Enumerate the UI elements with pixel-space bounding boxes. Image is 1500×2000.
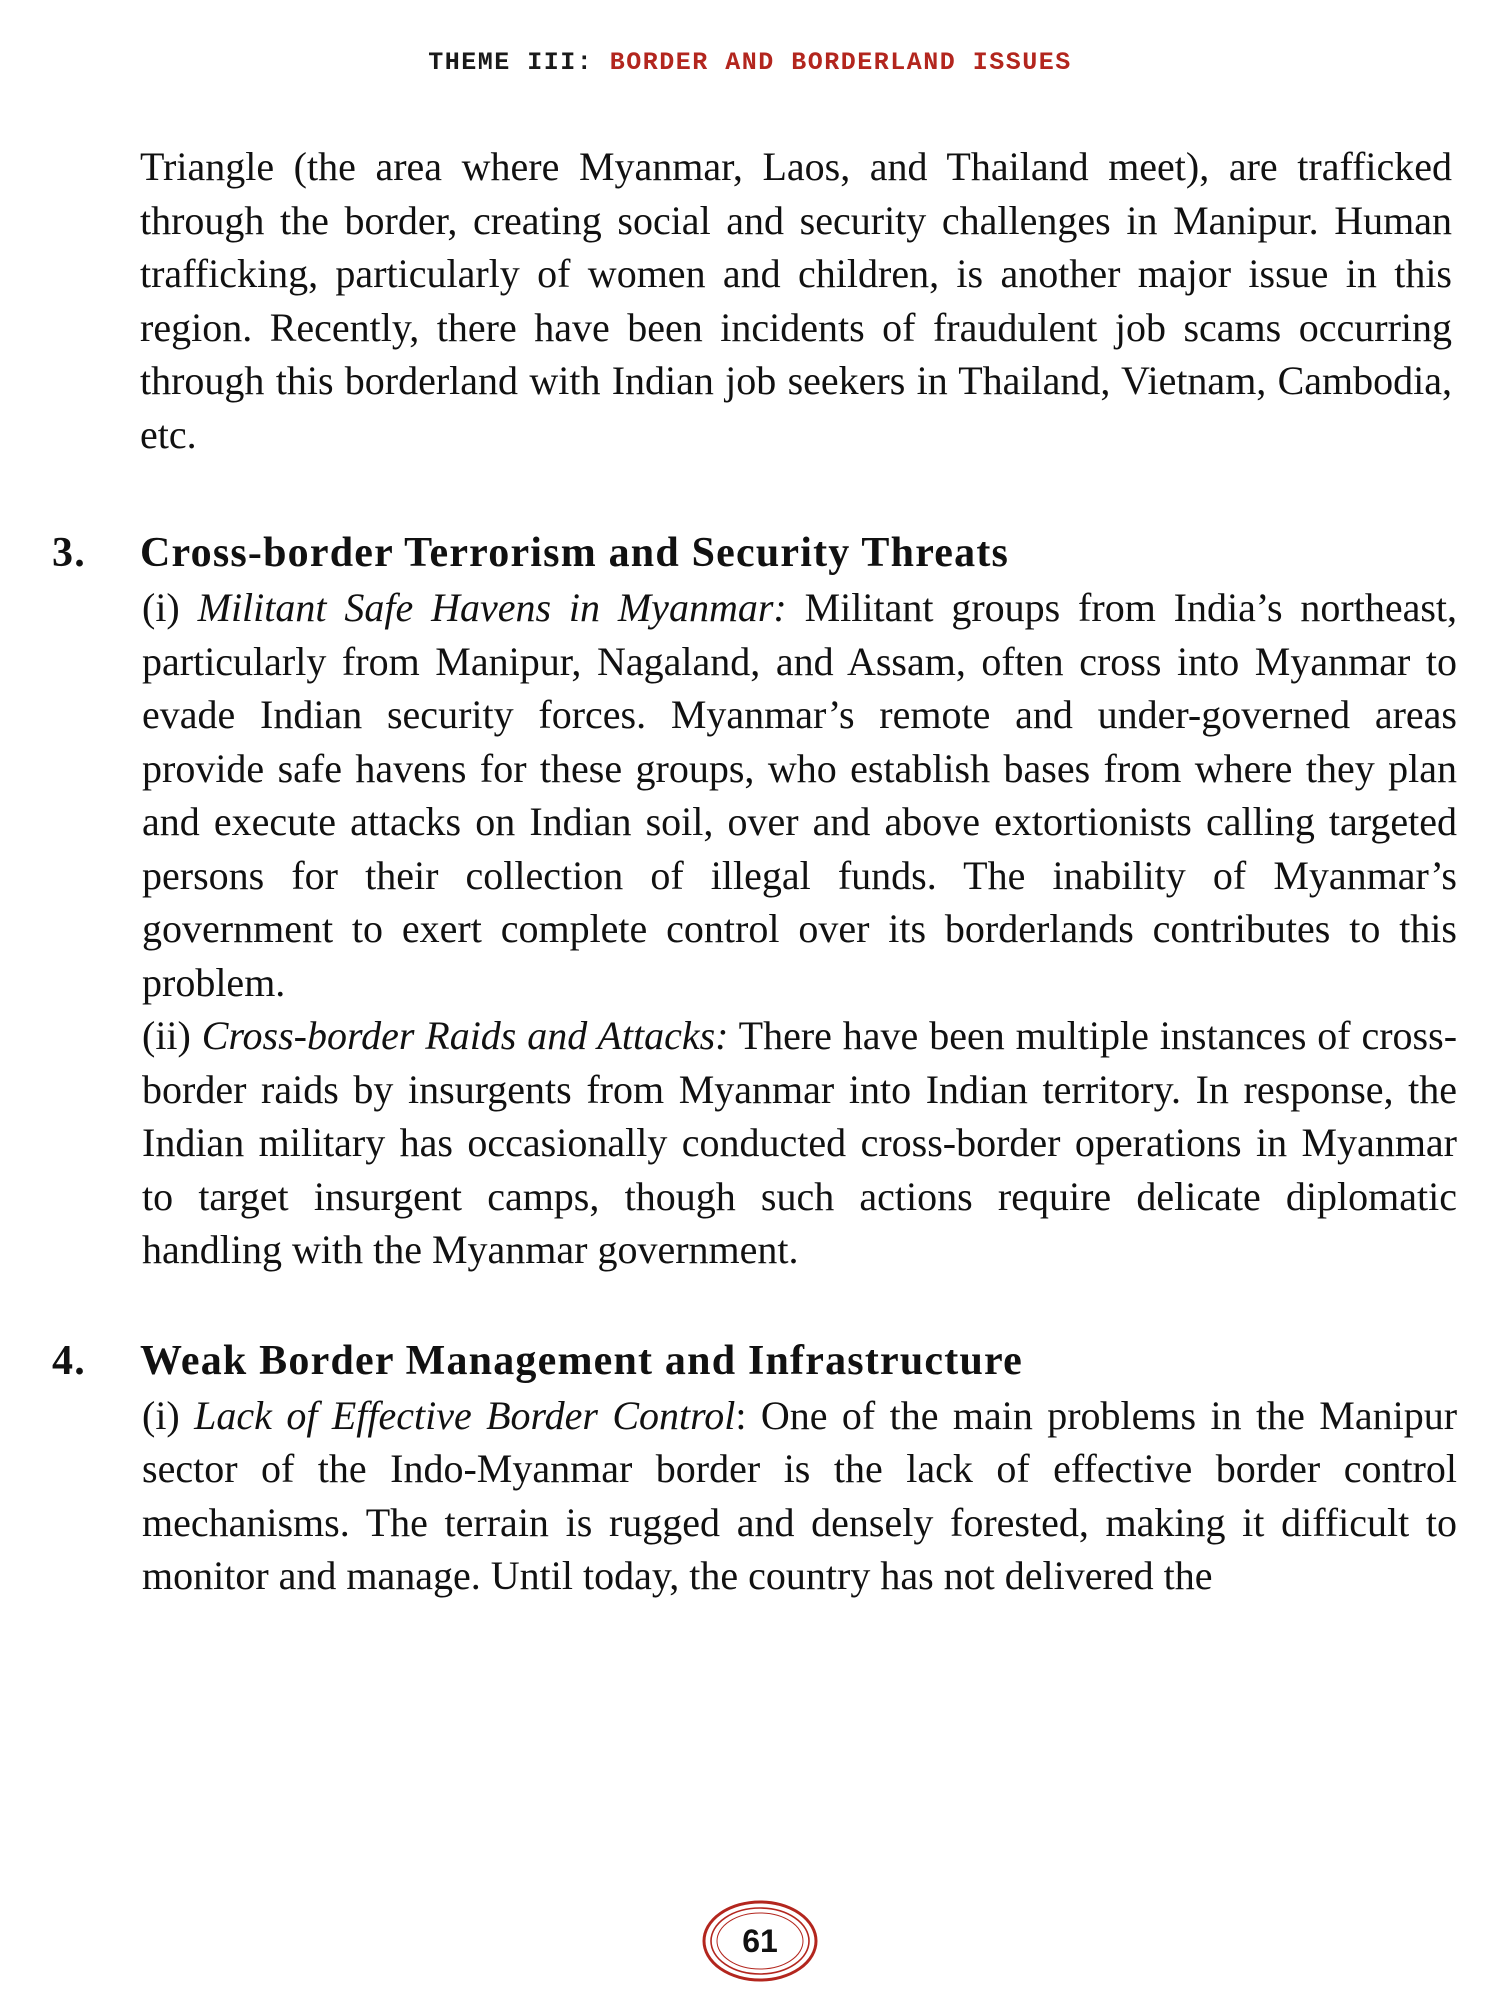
- list-item: [142, 1389, 1457, 1603]
- page-number: 61: [742, 1922, 778, 1959]
- intro-paragraph: Triangle (the area where Myanmar, Laos, and Thailand meet), are trafficked through the border, creating social and security challenges in Manipur. Human trafficking, particularly of women and children, is another major issue in this region. Recently, there have been incidents of fraudulent job scams occurring through this borderland with Indian job seekers in Thailand, Vietnam, Cambodia, etc.: [140, 144, 1452, 457]
- header-title: BORDER AND BORDERLAND ISSUES: [609, 48, 1072, 77]
- page-content: [0, 140, 1500, 1603]
- section-body: [142, 1389, 1457, 1603]
- list-item: [142, 1009, 1457, 1277]
- item-marker: (i): [142, 585, 180, 630]
- header-prefix: THEME III:: [428, 48, 610, 77]
- item-marker: (i): [142, 1392, 180, 1438]
- item-heading: Cross-border Raids and Attacks:: [201, 1013, 729, 1058]
- item-heading: Lack of Effective Border Control: [194, 1392, 736, 1438]
- section-title: Weak Border Management and Infrastructure: [140, 1337, 1023, 1384]
- section-title: Cross-border Terrorism and Security Threats: [140, 530, 1010, 576]
- page-number-badge: [700, 1898, 820, 1984]
- item-text: There have been multiple instances of cross-border raids by insurgents from Myanmar into Indian territory. In response, the Indian military has occasionally conducted cross-border operations in Myanmar to target insurgent camps, though such actions require delicate diplomatic handling with the Myanmar government.: [142, 1013, 1458, 1272]
- item-text: Militant groups from India’s northeast, particularly from Manipur, Nagaland, and Assam, often cross into Myanmar to evade Indian security forces. Myanmar’s remote and under-governed areas provide safe havens for these groups, who establish bases from where they plan and execute attacks on Indian soil, over and above extortionists calling targeted persons for their collection of illegal funds. The inability of Myanmar’s government to exert complete control over its borderlands contributes to this problem.: [142, 585, 1458, 1005]
- item-marker: (ii): [142, 1013, 191, 1058]
- item-heading: Militant Safe Havens in Myanmar:: [197, 585, 787, 630]
- list-item: [142, 581, 1457, 1009]
- section-heading: [0, 529, 1500, 581]
- section-heading: [0, 1337, 1500, 1389]
- item-text: : One of the main problems in the Manipur sector of the Indo-Myanmar border is the lack of effective border control mechanisms. The terrain is rugged and densely forested, making it difficult to monitor and manage. Until today, the country has not delivered the: [142, 1392, 1458, 1598]
- section-number: 4.: [52, 1337, 86, 1384]
- section-body: [142, 581, 1457, 1277]
- section-number: 3.: [52, 530, 86, 576]
- running-header: [0, 48, 1500, 77]
- section-4: [0, 1337, 1500, 1603]
- section-3: [0, 529, 1500, 1277]
